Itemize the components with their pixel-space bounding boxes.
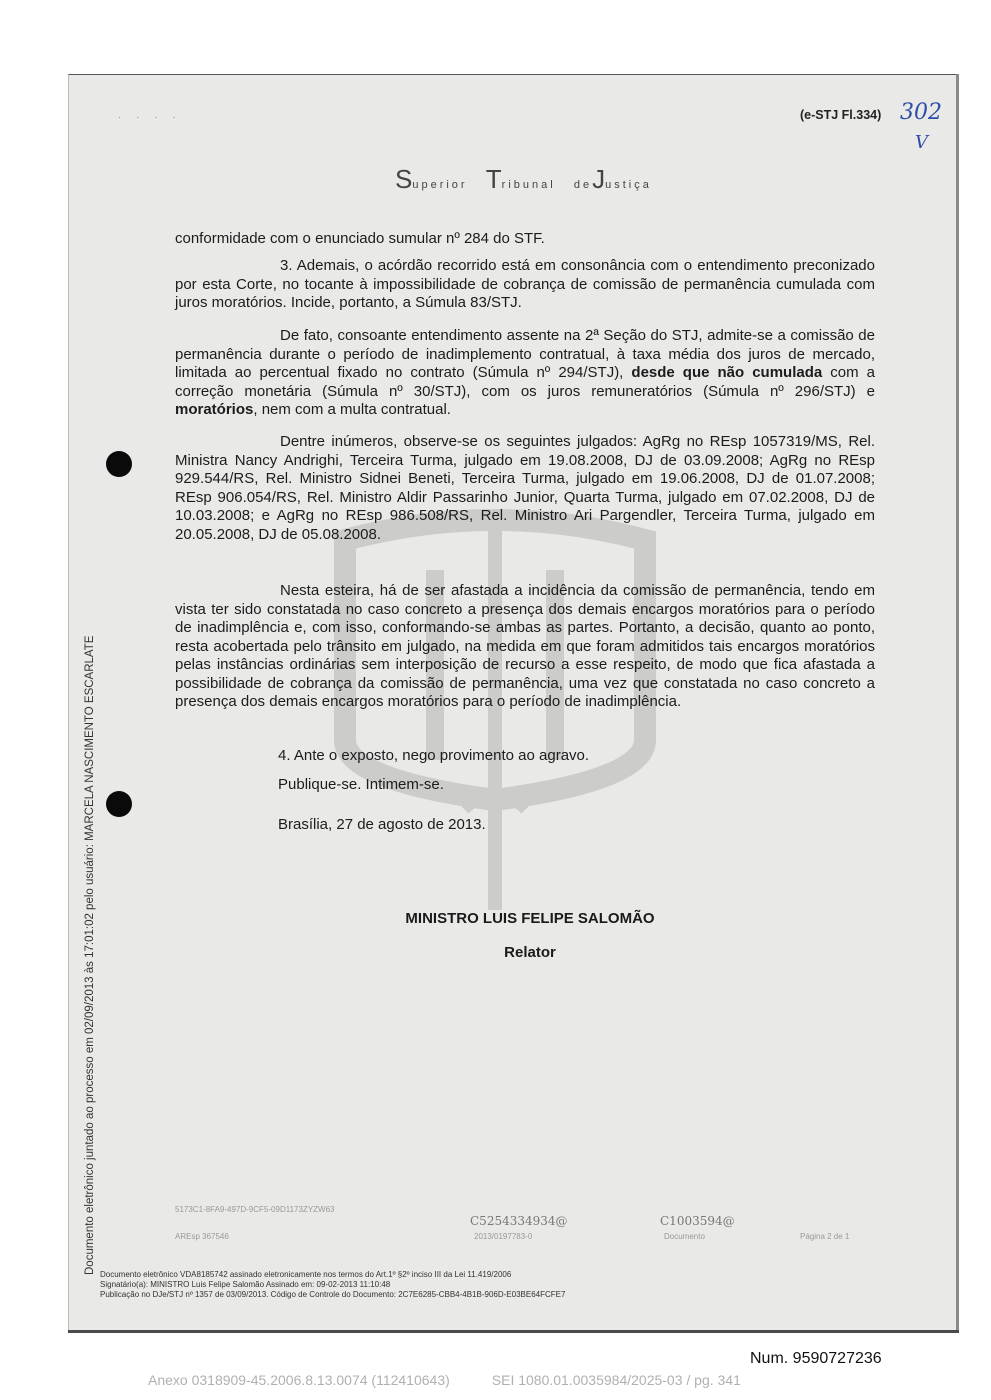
paragraph-de-fato — [175, 327, 875, 420]
court-name-word2: ribunal — [501, 179, 556, 191]
text-run: De fato, consoante entendimento assente na 2ª Seção do STJ, admite-se a comissão de permanência durante o período de inadimplemento contratual, à taxa média dos juros de mercado, limitada ao percentual fixado no contrato (Súmula nº 294/STJ), — [175, 327, 875, 381]
scan-edge-bottom — [68, 1330, 959, 1333]
punch-hole-bottom — [106, 791, 132, 817]
text-run: , nem com a multa contratual. — [253, 401, 451, 418]
annex-footer — [148, 1372, 783, 1388]
bold-text-run: desde que não cumulada — [631, 364, 823, 381]
bold-text-run: moratórios — [175, 401, 254, 418]
court-name-initial-s: S — [395, 164, 413, 194]
document-number: Num. 9590727236 — [750, 1350, 882, 1367]
annex-reference: Anexo 0318909-45.2006.8.13.0074 (112410643) — [148, 1372, 450, 1388]
page-identifier: (e-STJ Fl.334) — [800, 108, 882, 122]
court-name-word1: uperior — [412, 179, 468, 191]
paragraph-julgados: Dentre inúmeros, observe-se os seguintes julgados: AgRg no REsp 1057319/MS, Rel. Ministra Nancy Andrighi, Terceira Turma, julgado em 19.08.2008, DJ de 03.09.2008; AgRg no REsp 929.544/RS, Rel. Ministro Sidnei Beneti, Terceira Turma, julgado em 19.06.2008, DJ de 01.07.2008; REsp 906.054/RS, Rel. Ministro Aldir Passarinho Junior, Quarta Turma, julgado em 07.02.2008, DJ de 10.03.2008; e AgRg no REsp 986.508/RS, Rel. Ministro Ari Pargendler, Terceira Turma, julgado em 20.05.2008, DJ de 05.08.2008. — [175, 433, 875, 543]
scan-edge-right — [956, 74, 959, 1332]
paragraph-3-ademais: 3. Ademais, o acórdão recorrido está em consonância com o entendimento preconizado por esta Corte, no tocante à impossibilidade de cobrança de comissão de permanência cumulada com juros moratórios. Incide, portanto, a Súmula 83/STJ. — [175, 257, 875, 311]
court-name-word3: de — [573, 179, 593, 191]
footer-line-3: Publicação no DJe/STJ nº 1357 de 03/09/2013. Código de Controle do Documento: 2C7E6285-CBB4-4B1B-906D-E03BE64FCFE7 — [100, 1290, 566, 1299]
text-run: com a correção monetária (Súmula nº 30/STJ), com os juros remuneratórios (Súmula nº 296/STJ) e — [175, 364, 875, 400]
signatory-name: MINISTRO LUIS FELIPE SALOMÃO — [405, 910, 655, 927]
paragraph-date: Brasília, 27 de agosto de 2013. — [278, 816, 486, 833]
paragraph-nesta-esteira: Nesta esteira, há de ser afastada a incidência da comissão de permanência, tendo em vista ter sido constatada no caso concreto a presença dos demais encargos moratórios para o período de inadimplência e, com isso, conformando-se ambas as partes. Portanto, a decisão, quanto ao ponto, resta acobertada pelo trânsito em julgado, na medida em que foram admitidos tais encargos moratórios pelas instâncias ordinárias sem interposição de recurso a esse respeito, de modo que fica afastada a possibilidade de cobrança da comissão de permanência, uma vez que constatada no caso concreto a presença dos demais encargos moratórios para o período de inadimplência. — [175, 582, 875, 710]
paragraph-continuation: conformidade com o enunciado sumular nº 284 do STF. — [175, 230, 545, 247]
footer-line-1: Documento eletrônico VDA8185742 assinado eletronicamente nos termos do Art.1º §2º inciso III da Lei 11.419/2006 — [100, 1270, 512, 1279]
barcode-code-1-sub: 2013/0197783-0 — [474, 1232, 533, 1241]
scan-specks: · · · · — [118, 112, 182, 123]
faint-process-number: AREsp 367546 — [175, 1232, 229, 1241]
court-name-word4: ustiça — [605, 179, 652, 191]
signatory-role: Relator — [504, 944, 556, 961]
court-name — [395, 164, 652, 195]
court-name-initial-j: J — [592, 164, 606, 194]
paragraph-publique: Publique-se. Intimem-se. — [278, 776, 444, 793]
footer-line-2: Signatário(a): MINISTRO Luis Felipe Salomão Assinado em: 09-02-2013 11:10:48 — [100, 1280, 391, 1289]
barcode-code-2-sub: Documento — [664, 1232, 705, 1241]
sei-reference: SEI 1080.01.0035984/2025-03 / pg. 341 — [491, 1372, 741, 1388]
punch-hole-top — [106, 451, 132, 477]
electronic-signature-footer — [100, 1270, 565, 1300]
faint-doc-hash: 5173C1-8FA9-497D-9CF5-09D1173ZYZW63 — [175, 1205, 335, 1214]
barcode-code-1: C5254334934@ — [470, 1214, 568, 1228]
side-juntada-stamp: Documento eletrônico juntado ao processo em 02/09/2013 às 17:01:02 pelo usuário: MARCELA NASCIMENTO ESCARLATE — [84, 635, 96, 1275]
court-name-initial-t: T — [485, 164, 502, 194]
paragraph-dispositivo: 4. Ante o exposto, nego provimento ao agravo. — [278, 747, 590, 764]
inner-page-number: Página 2 de 1 — [800, 1232, 850, 1241]
handwritten-mark: V — [915, 132, 928, 153]
barcode-code-2: C1003594@ — [660, 1214, 735, 1228]
handwritten-number: 302 — [900, 100, 942, 125]
